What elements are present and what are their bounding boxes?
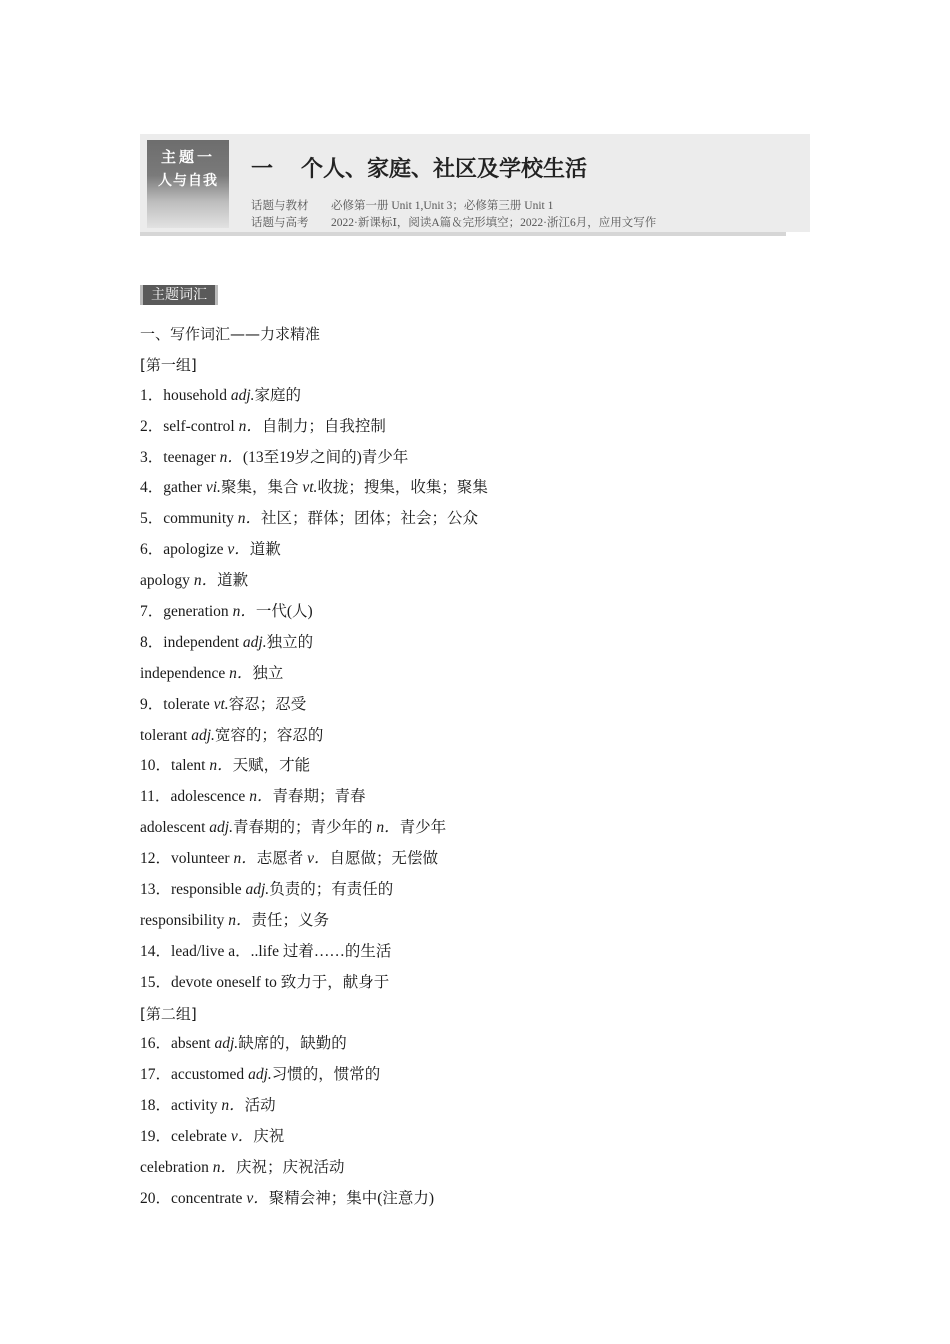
entry-pos: n． [237,510,262,528]
entry-num: 5． [140,510,164,528]
entry-word: devote oneself to 致力于，献身于 [171,973,390,991]
entry-pos: n． [209,757,233,775]
entry-word: accustomed [171,1066,249,1084]
entry-pos: v． [230,1128,254,1146]
entry-word: celebration [140,1159,213,1177]
entry-def: 道歉 [249,541,281,559]
entry-word: responsible [171,881,246,899]
entry-num: 11． [140,788,171,806]
meta-key: 话题与高考 [251,217,309,229]
entry-text: [第二组] [140,1004,197,1023]
entry-def: 独立的 [266,633,314,651]
entry-num: 19． [140,1128,172,1146]
entry-def: 活动 [244,1097,276,1115]
entry-num: 7． [140,603,164,621]
entry-num: 18． [140,1097,172,1115]
entry-num: 10． [140,757,172,775]
entry-word: lead/live a．..life 过着……的生活 [171,942,392,960]
entry-num: 13． [140,881,172,899]
entry-def: 聚精会神；集中(注意力) [268,1189,435,1207]
entry-word: volunteer [171,850,234,868]
entry-pos: adj. [191,726,215,744]
vocab-entry [140,1157,488,1188]
vocab-entry [140,786,488,817]
entry-pos: n． [229,664,253,682]
entry-num: 9． [140,695,164,713]
entry-def: 社区；群体；团体；社会；公众 [261,510,479,528]
meta-value: 2022·新课标Ⅰ，阅读A篇＆完形填空；2022·浙江6月，应用文写作 [331,217,657,229]
vocab-entry [140,1126,488,1157]
subheading [140,323,488,354]
entry-num: 16． [140,1035,172,1053]
entry-def2: 青少年 [399,819,447,837]
entry-pos: n． [249,788,273,806]
entry-word: community [163,510,238,528]
entry-pos: n． [212,1159,236,1177]
entry-num: 1． [140,386,164,404]
entry-num: 17． [140,1066,172,1084]
entry-text: 一、写作词汇——力求精准 [140,325,321,343]
entry-def: 青春期的；青少年的 [232,819,377,837]
vocab-entry [140,817,488,848]
vocab-entry [140,508,488,539]
entry-word: apology [140,572,194,590]
subheading [140,1003,488,1034]
vocab-entry [140,1064,488,1095]
entry-word: independence [140,664,230,682]
entry-def: 一代(人) [255,603,313,621]
entry-word: talent [171,757,210,775]
entry-def2: 自愿做；无偿做 [329,850,438,868]
vocab-entry [140,941,488,972]
meta-value: 必修第一册 Unit 1,Unit 3；必修第三册 Unit 1 [331,200,554,212]
entry-num: 12． [140,850,172,868]
entry-pos: n． [228,911,252,929]
entry-def: 庆祝；庆祝活动 [236,1159,345,1177]
entry-pos2: n． [376,819,400,837]
entry-def: 习惯的，惯常的 [271,1066,381,1084]
vocabulary-list [140,323,488,1219]
vocab-entry [140,1188,488,1219]
entry-word: teenager [163,448,220,466]
entry-word: tolerant [140,726,192,744]
vocab-entry [140,601,488,632]
entry-word: generation [163,603,233,621]
entry-num: 2． [140,417,164,435]
entry-def: 家庭的 [254,386,302,404]
badge-line1: 主题一 [160,148,215,166]
entry-pos2: v． [307,850,330,868]
badge-line2: 人与自我 [158,173,218,189]
title-text: 个人、家庭、社区及学校生活 [301,157,588,182]
vocab-entry [140,477,488,508]
entry-pos: adj. [209,819,233,837]
entry-def: 责任；义务 [251,911,330,929]
vocab-entry [140,848,488,879]
vocab-entry [140,539,488,570]
entry-word: apologize [163,541,228,559]
entry-def: 天赋，才能 [232,757,311,775]
vocab-entry [140,694,488,725]
title-number: 一 [251,157,274,182]
entry-pos: adj. [248,1066,272,1084]
entry-pos: n． [232,603,256,621]
entry-def: 庆祝 [253,1128,285,1146]
vocab-entry [140,447,488,478]
meta-key: 话题与教材 [251,200,309,212]
meta-exam [251,214,656,230]
entry-pos: adj. [245,881,270,899]
banner-shadow [140,232,786,236]
entry-num: 3． [140,448,164,466]
entry-word: tolerate [163,695,214,713]
entry-word: activity [171,1097,222,1115]
entry-num: 8． [140,633,164,651]
vocab-entry [140,385,488,416]
entry-word: self-control [163,417,239,435]
entry-word: independent [163,633,243,651]
entry-def: 独立 [252,664,284,682]
vocab-entry [140,910,488,941]
entry-num: 6． [140,541,164,559]
entry-text: [第一组] [140,355,197,374]
entry-def: 缺席的，缺勤的 [238,1035,347,1053]
meta-textbook [251,197,553,213]
entry-pos: adj. [242,633,267,651]
entry-pos: v． [227,541,250,559]
entry-def: 宽容的；容忍的 [214,726,324,744]
entry-def: (13至19岁之间的)青少年 [242,448,409,466]
entry-pos: n． [193,572,218,590]
entry-def: 志愿者 [256,850,308,868]
entry-word: gather [163,479,206,497]
vocab-entry [140,725,488,756]
entry-num: 20． [140,1189,172,1207]
entry-def: 负责的；有责任的 [269,881,394,899]
vocab-entry [140,1095,488,1126]
entry-pos: vt. [213,695,229,713]
entry-pos: adj. [230,386,255,404]
entry-num: 15． [140,973,172,991]
vocab-entry [140,972,488,1003]
entry-def: 聚集，集合 [220,479,303,497]
entry-pos: vi. [205,479,221,497]
section-label: 主题词汇 [140,285,218,305]
entry-def2: 收拢；搜集，收集；聚集 [317,479,488,497]
vocab-entry [140,1033,488,1064]
entry-num: 4． [140,479,164,497]
vocab-entry [140,663,488,694]
entry-pos2: vt. [302,479,318,497]
entry-word: household [163,386,231,404]
entry-num: 14． [140,942,172,960]
entry-word: responsibility [140,911,229,929]
entry-def: 青春期；青春 [272,788,366,806]
entry-def: 容忍；忍受 [228,695,307,713]
vocab-entry [140,416,488,447]
entry-pos: v． [246,1189,269,1207]
entry-word: celebrate [171,1128,231,1146]
topic-badge [147,140,229,228]
entry-pos: n． [238,417,262,435]
vocab-entry [140,570,488,601]
subheading [140,354,488,385]
entry-pos: n． [219,448,243,466]
vocab-entry [140,879,488,910]
entry-word: concentrate [171,1189,247,1207]
entry-pos: n． [233,850,257,868]
entry-def: 道歉 [217,572,249,590]
entry-word: absent [171,1035,215,1053]
entry-pos: adj. [214,1035,239,1053]
vocab-entry [140,755,488,786]
entry-def: 自制力；自我控制 [261,417,386,435]
page-title [251,152,587,183]
entry-pos: n． [221,1097,245,1115]
entry-word: adolescent [140,819,210,837]
entry-word: adolescence [170,788,250,806]
vocab-entry [140,632,488,663]
